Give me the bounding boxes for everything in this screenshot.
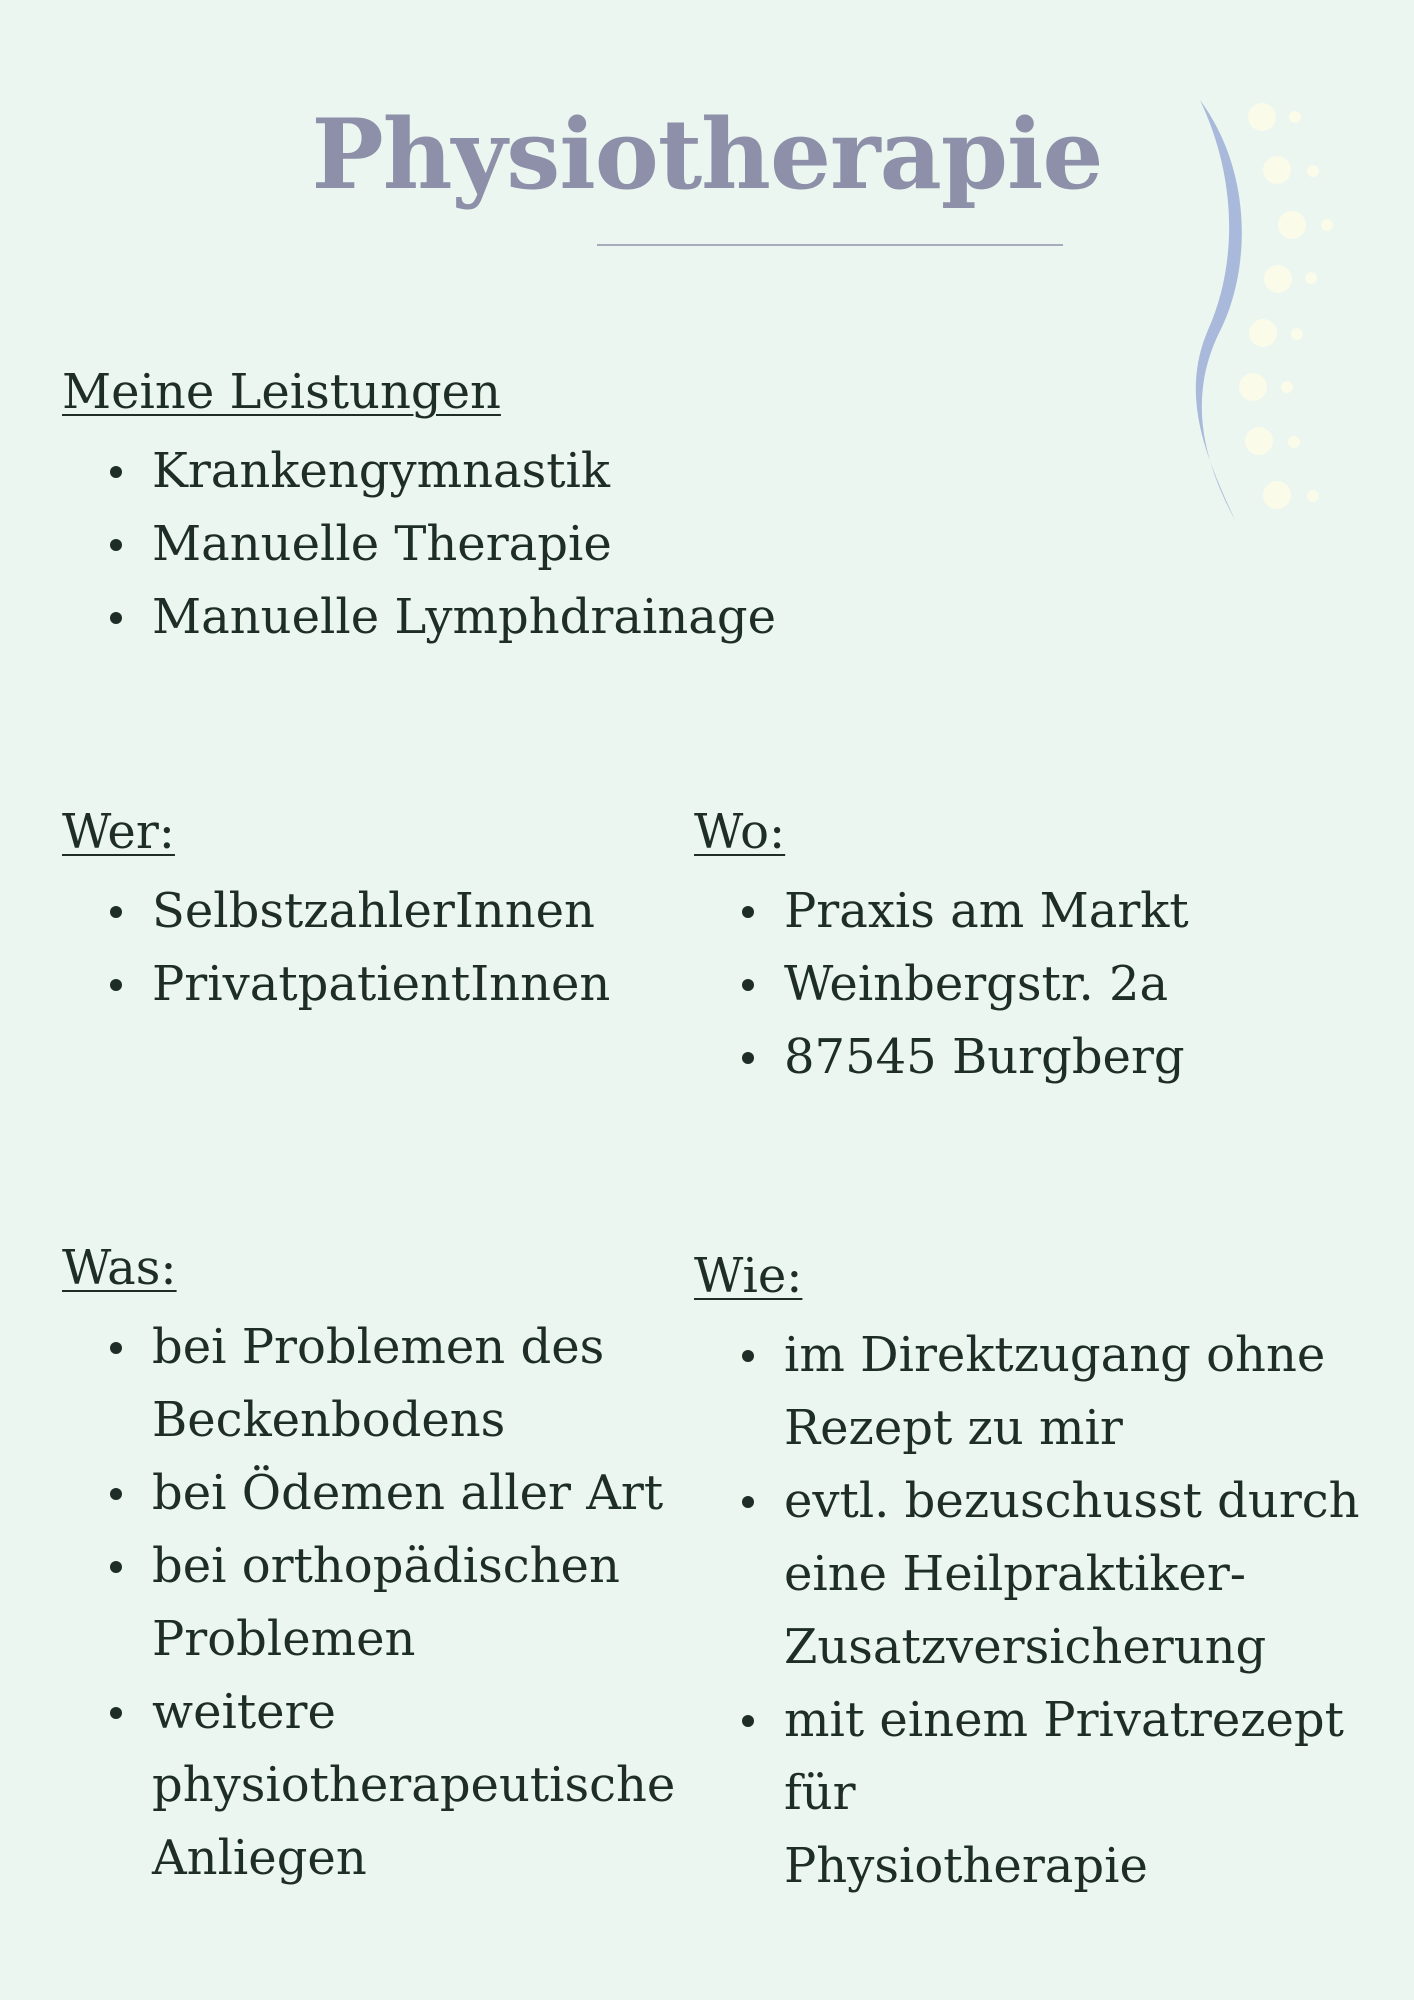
- list-item: [62, 581, 776, 654]
- section-heading-wo: Wo:: [694, 804, 786, 860]
- list-item: [694, 1465, 1414, 1684]
- list-item-text: weitere: [152, 1684, 336, 1740]
- spine-curve: [1196, 100, 1242, 520]
- title-divider: [597, 244, 1063, 246]
- bullet-icon: [742, 1496, 754, 1508]
- list-item-text: Rezept zu mir: [784, 1400, 1123, 1456]
- bullet-icon: [110, 1561, 122, 1573]
- bullet-icon: [742, 906, 754, 918]
- bullet-icon: [742, 1715, 754, 1727]
- list-item: [62, 508, 776, 581]
- section-heading-wie: Wie:: [694, 1248, 803, 1304]
- list-item-text: mit einem Privatrezept für: [784, 1692, 1344, 1821]
- list-item-text: SelbstzahlerInnen: [152, 883, 595, 939]
- list-item-text: physiotherapeutische: [152, 1757, 676, 1813]
- list-was: [62, 1311, 675, 1895]
- list-item: [62, 435, 776, 508]
- list-item-text: Physiotherapie: [784, 1838, 1148, 1894]
- list-item-text: Weinbergstr. 2a: [784, 956, 1169, 1012]
- list-item: [62, 1676, 675, 1895]
- list-item-text: evtl. bezuschusst durch: [784, 1473, 1360, 1529]
- list-wer: [62, 875, 610, 1021]
- section-heading-was: Was:: [62, 1240, 177, 1296]
- list-item-text: im Direktzugang ohne: [784, 1327, 1326, 1383]
- bullet-icon: [742, 979, 754, 991]
- list-item: [62, 875, 610, 948]
- bullet-icon: [110, 1707, 122, 1719]
- list-item: [694, 1684, 1414, 1903]
- list-item: [694, 1319, 1414, 1465]
- list-item-text: Problemen: [152, 1611, 416, 1667]
- list-item: [62, 948, 610, 1021]
- section-leistungen: [62, 363, 776, 654]
- section-wo: [694, 803, 1189, 1094]
- spine-dots: [1239, 103, 1333, 509]
- list-item-text: bei Ödemen aller Art: [152, 1465, 664, 1521]
- list-item: [694, 875, 1189, 948]
- page-title: Physiotherapie: [311, 98, 1103, 211]
- list-wie: [694, 1319, 1414, 1903]
- bullet-icon: [110, 906, 122, 918]
- bullet-icon: [110, 539, 122, 551]
- list-item: [62, 1457, 675, 1530]
- bullet-icon: [110, 466, 122, 478]
- list-item-text: Manuelle Lymphdrainage: [152, 589, 776, 645]
- list-item: [62, 1311, 675, 1457]
- list-item-text: PrivatpatientInnen: [152, 956, 611, 1012]
- list-item-text: bei Problemen des: [152, 1319, 605, 1375]
- bullet-icon: [110, 612, 122, 624]
- section-was: [62, 1239, 675, 1895]
- list-item-text: Beckenbodens: [152, 1392, 506, 1448]
- list-wo: [694, 875, 1189, 1094]
- section-wie: [694, 1247, 1414, 1903]
- list-item-text: eine Heilpraktiker-: [784, 1546, 1246, 1602]
- list-leistungen: [62, 435, 776, 654]
- bullet-icon: [742, 1052, 754, 1064]
- list-item-text: 87545 Burgberg: [784, 1029, 1185, 1085]
- list-item: [62, 1530, 675, 1676]
- list-item-text: Manuelle Therapie: [152, 516, 612, 572]
- list-item-text: bei orthopädischen: [152, 1538, 620, 1594]
- spine-decoration: [1180, 95, 1340, 535]
- bullet-icon: [110, 1488, 122, 1500]
- list-item-text: Praxis am Markt: [784, 883, 1189, 939]
- list-item-text: Krankengymnastik: [152, 443, 610, 499]
- list-item: [694, 1021, 1189, 1094]
- section-wer: [62, 803, 610, 1021]
- section-heading-wer: Wer:: [62, 804, 175, 860]
- list-item: [694, 948, 1189, 1021]
- list-item-text: Zusatzversicherung: [784, 1619, 1267, 1675]
- bullet-icon: [110, 1342, 122, 1354]
- list-item-text: Anliegen: [152, 1830, 367, 1886]
- bullet-icon: [742, 1350, 754, 1362]
- bullet-icon: [110, 979, 122, 991]
- section-heading-leistungen: Meine Leistungen: [62, 364, 501, 420]
